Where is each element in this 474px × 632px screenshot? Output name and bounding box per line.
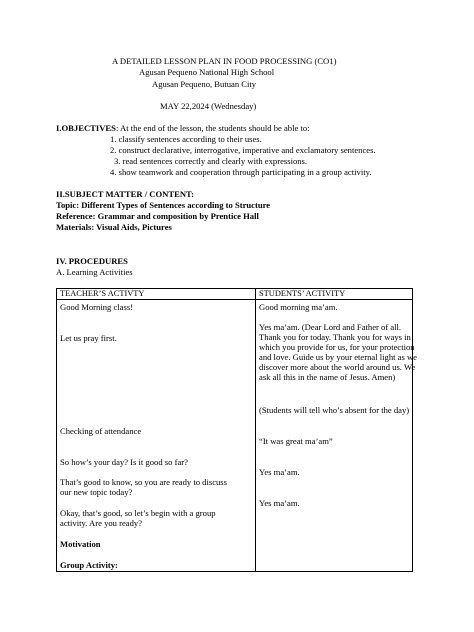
document-title: A DETAILED LESSON PLAN IN FOOD PROCESSING (CO1) <box>112 56 337 66</box>
student-line: Yes ma’am. <box>259 498 300 508</box>
group-activity-label: Group Activity: <box>60 560 118 570</box>
teacher-activity-cell <box>57 300 256 572</box>
teacher-line: So how’s your day? Is it good so far? <box>60 457 188 467</box>
student-line: Good morning ma’am. <box>259 302 338 312</box>
student-line: Yes ma’am. <box>259 467 300 477</box>
student-line: “It was great ma’am” <box>259 436 333 446</box>
table-row <box>57 300 413 572</box>
student-line: ask all this in the name of Jesus. Amen) <box>259 372 396 382</box>
school-address: Agusan Pequeno, Butuan City <box>152 79 257 89</box>
student-line: discover more about the world around us. We <box>259 362 416 372</box>
teacher-line: That’s good to know, so you are ready to discuss <box>60 477 227 487</box>
teacher-line: Good Morning class! <box>60 302 134 312</box>
school-name: Agusan Pequeno National High School <box>139 67 275 77</box>
table-header-row <box>57 289 413 300</box>
student-line: (Students will tell who’s absent for the day) <box>259 405 410 415</box>
objectives-intro: : At the end of the lesson, the students should be able to: <box>115 123 310 133</box>
teacher-line: our new topic today? <box>60 487 133 497</box>
topic-line: Topic: Different Types of Sentences according to Structure <box>56 200 271 210</box>
teacher-line: Okay, that’s good, so let’s begin with a group <box>60 508 216 518</box>
student-line: which you provide for us, for your protection <box>259 342 415 352</box>
teacher-line: Let us pray first. <box>60 333 117 343</box>
procedures-subheading: A. Learning Activities <box>56 267 133 277</box>
lesson-date: MAY 22,2024 (Wednesday) <box>160 101 257 111</box>
objectives-section <box>56 123 310 133</box>
student-activity-cell <box>256 300 417 572</box>
materials-line: Materials: Visual Aids, Pictures <box>56 222 172 232</box>
teacher-column-header: TEACHER’S ACTIVTY <box>57 289 256 300</box>
objectives-heading: I.OBJECTIVES <box>56 123 116 133</box>
motivation-label: Motivation <box>60 539 101 549</box>
reference-line: Reference: Grammar and composition by Prentice Hall <box>56 211 259 221</box>
objective-item: 4. show teamwork and cooperation through participating in a group activity. <box>110 167 372 177</box>
student-line: Yes ma’am. (Dear Lord and Father of all. <box>259 322 402 332</box>
learning-activities-table <box>56 288 417 572</box>
subject-matter-heading: II.SUBJECT MATTER / CONTENT: <box>56 189 195 199</box>
teacher-line: activity. Are you ready? <box>60 518 143 528</box>
procedures-heading: IV. PROCEDURES <box>56 256 128 266</box>
student-line: Thank you for today. Thank you for ways in <box>259 332 411 342</box>
objective-item: 2. construct declarative, interrogative, imperative and exclamatory sentences. <box>110 145 376 155</box>
student-column-header: STUDENTS’ ACTIVITY <box>256 289 413 300</box>
student-line: and love. Guide us by your eternal light as we <box>259 352 417 362</box>
objective-item: 1. classify sentences according to their uses. <box>110 134 262 144</box>
teacher-line: Checking of attendance <box>60 426 142 436</box>
objective-item: 3. read sentences correctly and clearly with expressions. <box>114 156 308 166</box>
